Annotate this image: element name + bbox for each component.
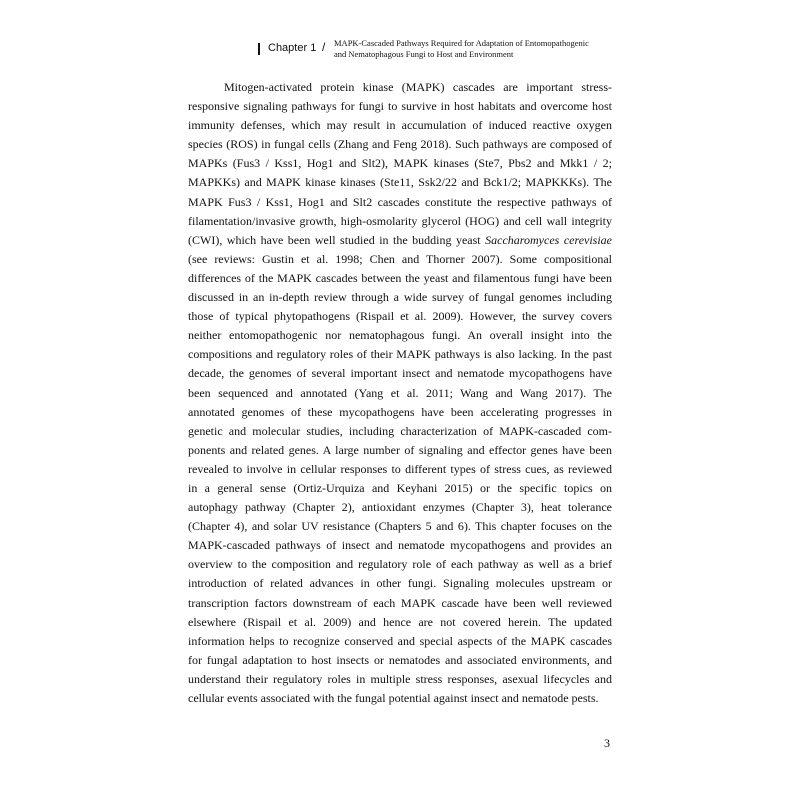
header-title-line-1: MAPK-Cascaded Pathways Required for Adaptation of Entomopathogenic xyxy=(334,38,589,48)
header-rule-mark xyxy=(258,43,260,55)
text-line: discussed in an in-depth review through a wide survey of fungal genomes including xyxy=(188,290,612,305)
text-line: Mitogen-activated protein kinase (MAPK) cascades are important stress- xyxy=(224,80,612,94)
running-header xyxy=(258,38,638,68)
text-line: understand their regulatory roles in multiple stress responses, asexual lifecycles and xyxy=(188,671,612,686)
text-line: responsive signaling pathways for fungi to survive in host habitats and overcome host xyxy=(188,99,612,114)
text-line: annotated genomes of these mycopathogens have been accelerating progresses in xyxy=(188,404,612,419)
header-chapter-label: Chapter 1 xyxy=(268,42,317,54)
text-line: cellular events associated with the fungal potential against insect and nematode pests. xyxy=(188,691,599,705)
header-chapter-title xyxy=(334,38,589,60)
text-line: (see reviews: Gustin et al. 1998; Chen and Thorner 2007). Some compositional xyxy=(188,251,612,266)
text-line: species (ROS) in fungal cells (Zhang and Feng 2018). Such pathways are composed of xyxy=(188,137,612,152)
text-line: transcription factors downstream of each MAPK cascade have been well reviewed xyxy=(188,595,612,610)
species-name: Saccharomyces cerevisiae xyxy=(485,232,613,247)
header-title-line-2: and Nematophagous Fungi to Host and Environment xyxy=(334,49,514,59)
text-line: compositions and regulatory roles of their MAPK pathways is also lacking. In the past xyxy=(188,347,612,362)
text-line-segment: (CWI), which have been well studied in the budding yeast xyxy=(188,232,481,247)
text-line: MAPKs (Fus3 / Kss1, Hog1 and Slt2), MAPK kinases (Ste7, Pbs2 and Mkk1 / 2; xyxy=(188,156,612,171)
text-line: neither entomopathogenic nor nematophagous fungi. An overall insight into the xyxy=(188,328,612,343)
text-line: MAPKKs) and MAPK kinase kinases (Ste11, Ssk2/22 and Bck1/2; MAPKKKs). The xyxy=(188,175,612,190)
text-line: (Chapter 4), and solar UV resistance (Chapters 5 and 6). This chapter focuses on the xyxy=(188,519,612,534)
text-line: differences of the MAPK cascades between the yeast and filamentous fungi have been xyxy=(188,270,612,285)
text-line: elsewhere (Rispail et al. 2009) and hence are not covered herein. The updated xyxy=(188,614,612,629)
text-line: in a general sense (Ortiz-Urquiza and Keyhani 2015) or the specific topics on xyxy=(188,480,612,495)
text-line: decade, the genomes of several important insect and nematode mycopathogens have xyxy=(188,366,612,381)
text-line: autophagy pathway (Chapter 2), antioxidant enzymes (Chapter 3), heat tolerance xyxy=(188,500,612,515)
text-line: immunity defenses, which may result in accumulation of induced reactive oxygen xyxy=(188,118,612,133)
page-number: 3 xyxy=(604,736,610,750)
text-line: revealed to involve in cellular responses to different types of stress cues, as reviewed xyxy=(188,461,612,476)
text-line: information helps to recognize conserved and special aspects of the MAPK cascades xyxy=(188,633,612,648)
text-line: MAPK Fus3 / Kss1, Hog1 and Slt2 cascades constitute the respective pathways of xyxy=(188,194,612,209)
text-line: been sequenced and annotated (Yang et al. 2011; Wang and Wang 2017). The xyxy=(188,385,612,400)
text-line: ponents and related genes. A large number of signaling and effector genes have been xyxy=(188,442,612,457)
text-line: those of typical phytopathogens (Rispail et al. 2009). However, the survey covers xyxy=(188,309,612,324)
text-line-with-species xyxy=(188,231,612,250)
body-paragraph xyxy=(188,78,612,708)
header-separator: / xyxy=(322,40,326,54)
text-line: genetic and molecular studies, including characterization of MAPK-cascaded com- xyxy=(188,423,612,438)
text-line: MAPK-cascaded pathways of insect and nematode mycopathogens and provides an xyxy=(188,538,612,553)
text-line: overview to the composition and regulatory role of each pathway as well as a brief xyxy=(188,557,612,572)
text-line: introduction of related advances in other fungi. Signaling molecules upstream or xyxy=(188,576,612,591)
text-line: filamentation/invasive growth, high-osmolarity glycerol (HOG) and cell wall integrity xyxy=(188,213,612,228)
text-line: for fungal adaptation to host insects or nematodes and associated environments, and xyxy=(188,652,612,667)
